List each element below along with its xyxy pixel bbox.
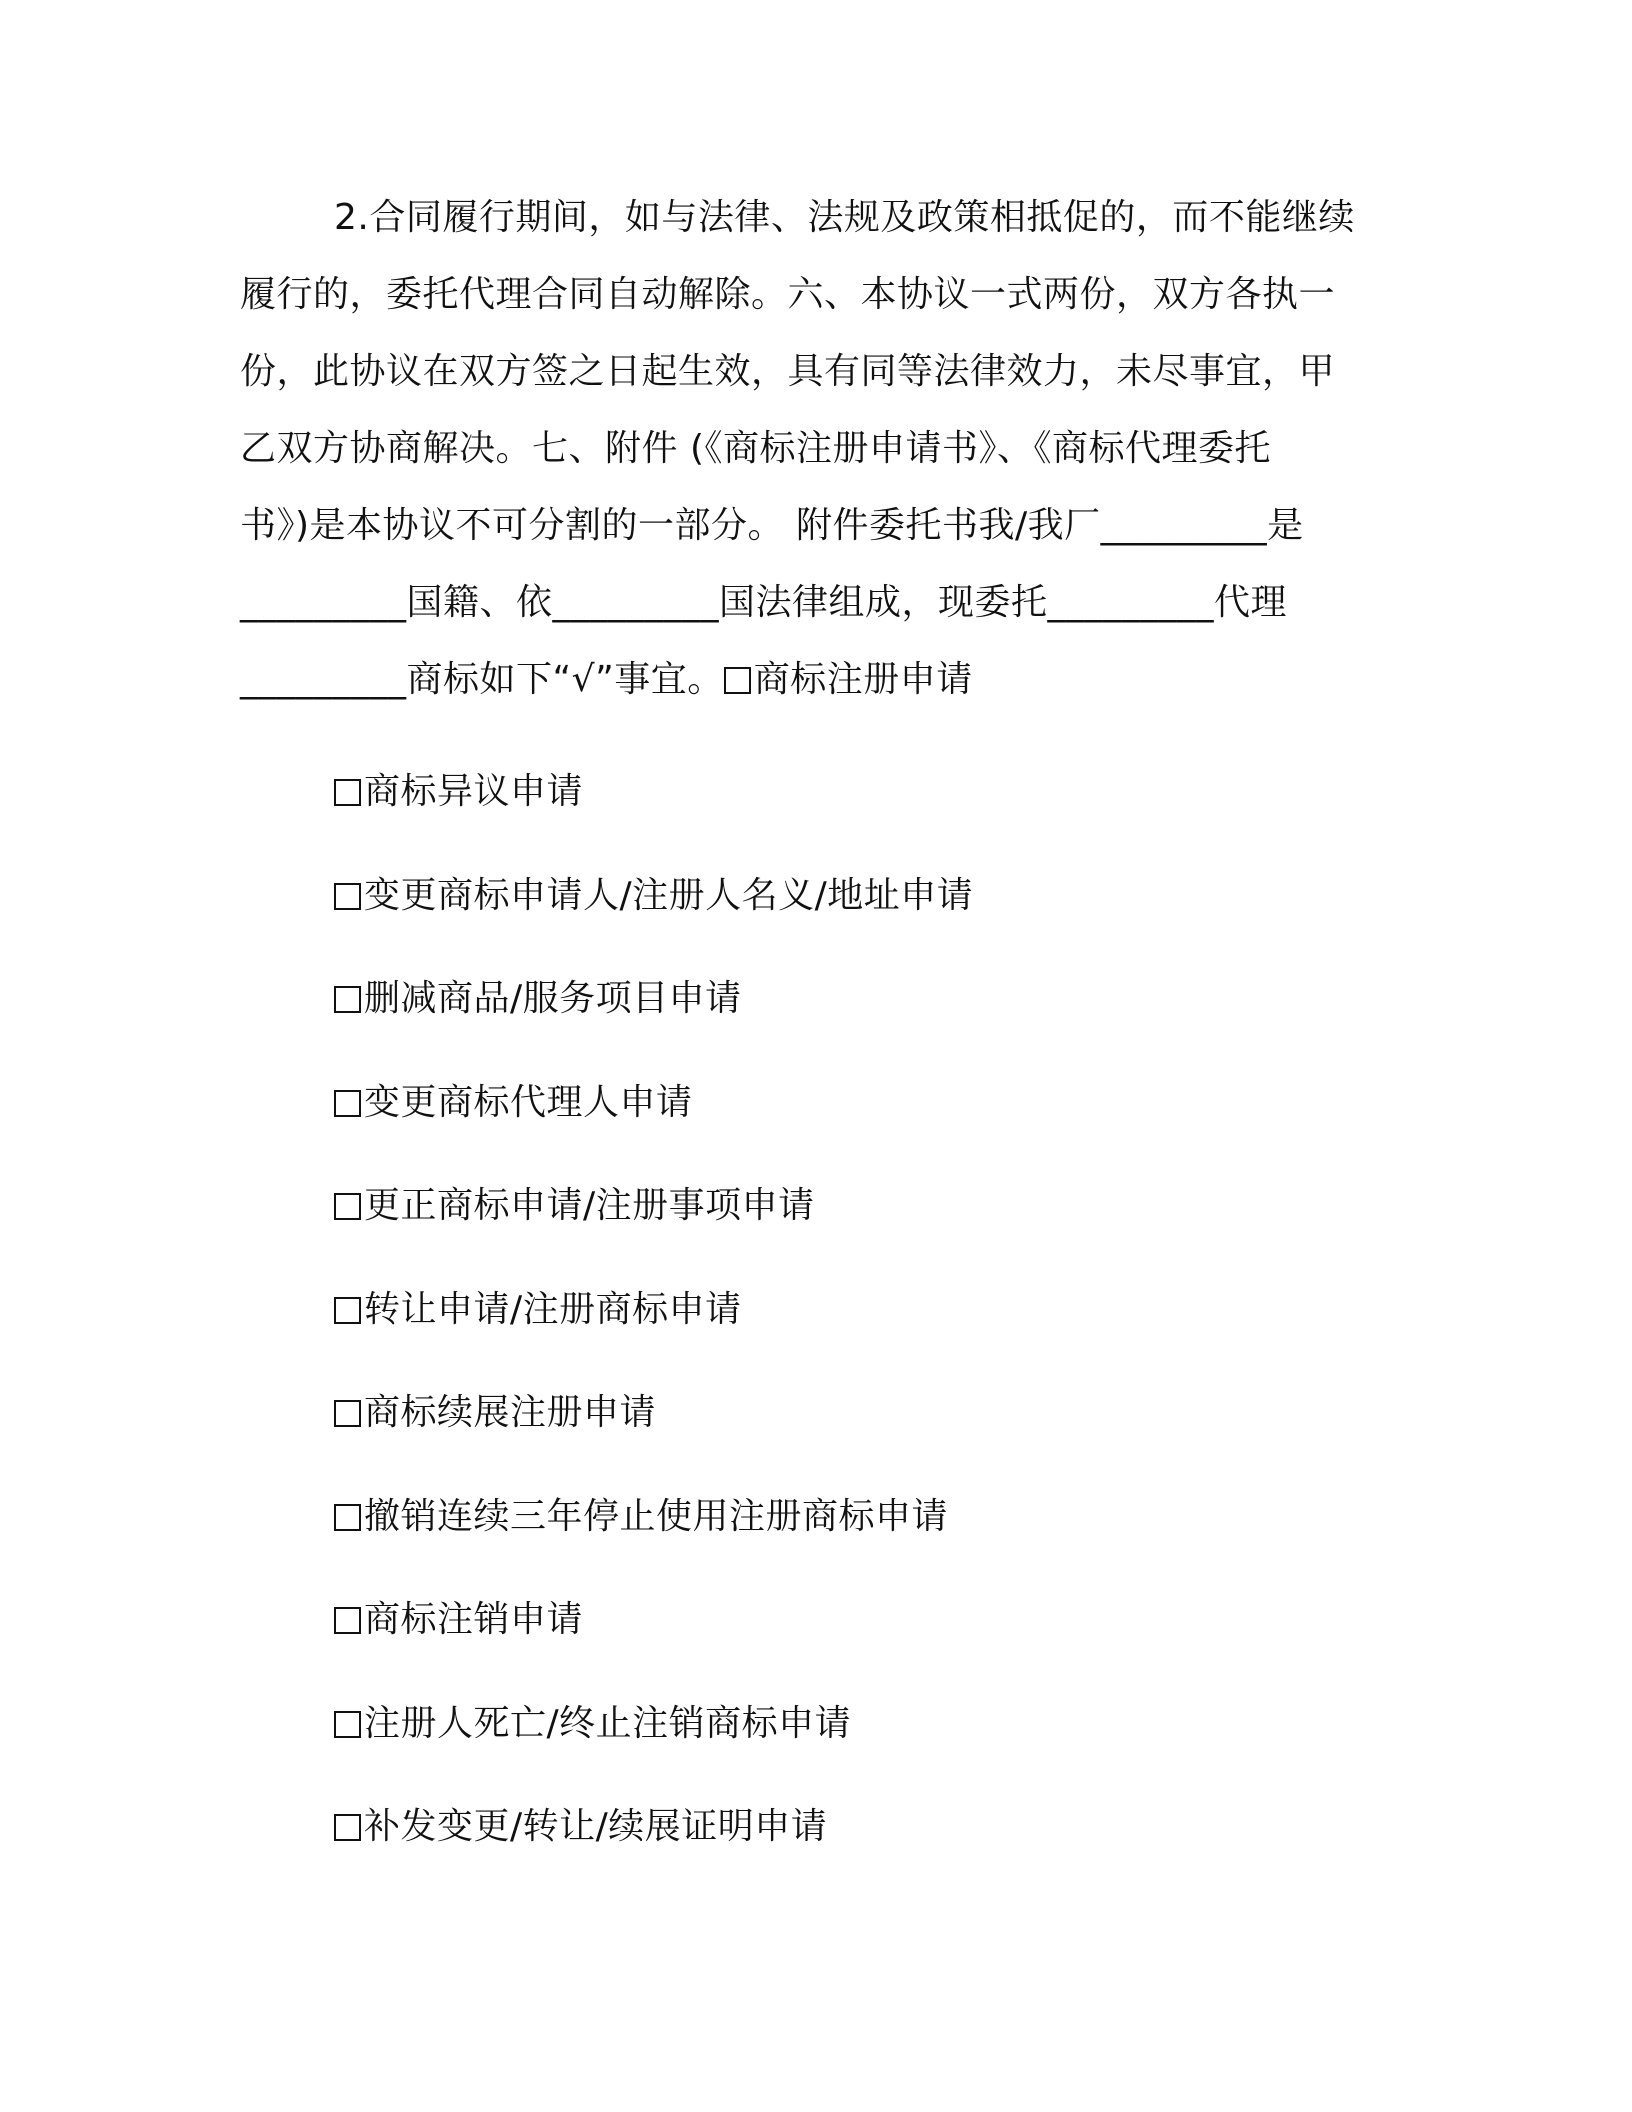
list-item bbox=[334, 1487, 1334, 1591]
paragraph-line: 份，此协议在双方签之日起生效，具有同等法律效力，未尽事宜，甲 bbox=[240, 351, 1336, 392]
checkbox-icon[interactable] bbox=[334, 1711, 361, 1738]
checkbox-icon[interactable] bbox=[334, 1297, 361, 1324]
list-item bbox=[334, 1694, 1334, 1798]
checkbox-icon[interactable] bbox=[334, 1607, 361, 1634]
paragraph-last-line bbox=[240, 650, 1380, 727]
paragraph-line: 书》)是本协议不可分割的一部分。 附件委托书我/我厂_________是 bbox=[240, 505, 1304, 546]
list-item bbox=[334, 1176, 1334, 1280]
list-item bbox=[334, 1073, 1334, 1177]
checkbox-icon[interactable] bbox=[334, 1814, 361, 1841]
checkbox-label: 商标异议申请 bbox=[364, 771, 584, 812]
list-item bbox=[334, 1383, 1334, 1487]
checkbox-label: 商标续展注册申请 bbox=[364, 1392, 657, 1433]
list-item bbox=[334, 969, 1334, 1073]
checkbox-label: 撤销连续三年停止使用注册商标申请 bbox=[364, 1495, 949, 1537]
checkbox-label: 变更商标申请人/注册人名义/地址申请 bbox=[364, 874, 974, 916]
checkbox-icon[interactable] bbox=[334, 883, 361, 910]
paragraph-line: 2.合同履行期间，如与法律、法规及政策相抵促的，而不能继续 bbox=[334, 197, 1355, 238]
checkbox-icon[interactable] bbox=[334, 1400, 361, 1427]
checkbox-icon[interactable] bbox=[334, 779, 361, 806]
paragraph-line: 履行的，委托代理合同自动解除。六、本协议一式两份，双方各执一 bbox=[240, 274, 1336, 315]
paragraph-line: _________商标如下“√”事宜。 bbox=[240, 659, 724, 700]
option-checklist bbox=[334, 762, 1334, 1901]
list-item bbox=[334, 1280, 1334, 1384]
list-item bbox=[334, 1590, 1334, 1694]
list-item bbox=[334, 866, 1334, 970]
list-item bbox=[334, 1797, 1334, 1901]
checkbox-label: 注册人死亡/终止注销商标申请 bbox=[364, 1702, 852, 1744]
checkbox-icon[interactable] bbox=[334, 1193, 361, 1220]
checkbox-icon[interactable] bbox=[724, 667, 751, 694]
checkbox-icon[interactable] bbox=[334, 986, 361, 1013]
checkbox-label: 变更商标代理人申请 bbox=[364, 1081, 693, 1123]
paragraph-line: 乙双方协商解决。七、附件 (《商标注册申请书》、《商标代理委托 bbox=[240, 428, 1271, 469]
checkbox-label: 商标注册申请 bbox=[753, 659, 973, 700]
checkbox-label: 商标注销申请 bbox=[364, 1599, 584, 1640]
checkbox-icon[interactable] bbox=[334, 1090, 361, 1117]
checkbox-label: 更正商标申请/注册事项申请 bbox=[364, 1185, 815, 1226]
paragraph-line: _________国籍、依_________国法律组成，现委托_________代理 bbox=[240, 582, 1288, 623]
checkbox-label: 转让申请/注册商标申请 bbox=[364, 1288, 742, 1330]
checkbox-label: 补发变更/转让/续展证明申请 bbox=[364, 1806, 828, 1847]
contract-paragraph bbox=[240, 188, 1380, 727]
checkbox-label: 删减商品/服务项目申请 bbox=[364, 978, 742, 1019]
list-item bbox=[334, 762, 1334, 866]
checkbox-icon[interactable] bbox=[334, 1504, 361, 1531]
